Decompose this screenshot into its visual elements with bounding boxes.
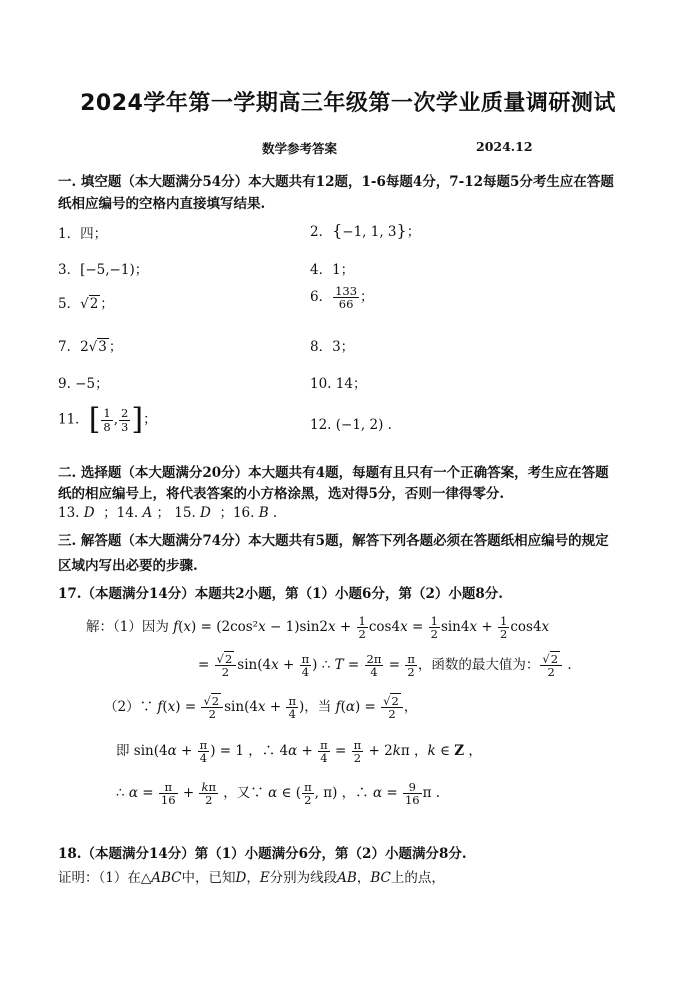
answer-8: 8．3； (310, 339, 355, 355)
answer-10: 10. 14； (310, 376, 367, 392)
answer-2: 2．{−1, 1, 3}； (310, 221, 421, 240)
answer-9: 9. −5； (58, 376, 109, 392)
q17-line3: （2）∵ f(x) = $\frac{√2}{2}$ sin(4x + $\frac{\pi}{4}$ )，当 f(α) = $\frac{√2}{2}$ ， (104, 694, 418, 722)
page-title: 2024学年第一学期高三年级第一次学业质量调研测试 (80, 91, 616, 116)
answer-12: 12. (−1, 2) . (310, 417, 392, 433)
section2-heading-line2: 纸的相应编号上，将代表答案的小方格涂黑，选对得5分，否则一律得零分. (58, 486, 505, 502)
answer-1: 1．四； (58, 226, 108, 242)
answer-4: 4．1； (310, 262, 355, 278)
q17-line2: = $\frac{√2}{2}$ sin(4x + $\frac{\pi}{4}$ ) ∴ T = $\frac{2\pi}{4}$ = $\frac{\pi}{2}$ ，函数的最大值为： $\frac{√2}{2}$ . (198, 652, 572, 680)
q17-heading: 17.（本题满分14分）本题共2小题，第（1）小题6分，第（2）小题8分. (58, 586, 503, 602)
section2-heading-line1: 二. 选择题（本大题满分20分）本大题共有4题，每题有且只有一个正确答案，考生应在答题 (58, 465, 609, 481)
section2-answers: 13. D ；14. A ； 15. D ；16. B . (58, 505, 278, 521)
section3-heading-line1: 三. 解答题（本大题满分74分）本大题共有5题，解答下列各题必须在答题纸相应编号的规定 (58, 533, 609, 549)
q17-line5: ∴ α = $\frac{\pi}{16}$ + $\frac{k\pi}{2}$ ，又∵ α ∈ ( $\frac{\pi}{2}$ , π) ，∴ α = $\frac{9}{16}$ π . (116, 780, 441, 808)
q18-heading: 18.（本题满分14分）第（1）小题满分6分，第（2）小题满分8分. (58, 846, 467, 862)
q17-line1: 解：（1）因为 f(x) = (2cos²x − 1)sin2x + $\frac{1}{2}$ cos4x = $\frac{1}{2}$ sin4x + $\frac{1}{2}$ cos4x (86, 614, 550, 642)
subtitle-date: 2024.12 (476, 139, 533, 154)
answer-11: 11．[ $\frac{1}{8}$ , $\frac{2}{3}$ ]； (58, 402, 157, 437)
subtitle-name: 数学参考答案 (262, 141, 338, 156)
answer-5: 5．√2 ； (58, 296, 114, 312)
q18-line1: 证明：（1）在△ABC中，已知D，E分别为线段AB，BC上的点， (58, 870, 445, 886)
answer-3: 3．[−5,−1)； (58, 262, 149, 278)
q17-line4: 即 sin(4α + $\frac{\pi}{4}$ ) = 1 ，∴ 4α + $\frac{\pi}{4}$ = $\frac{\pi}{2}$ + 2kπ ，k ∈ Z ， (116, 738, 482, 766)
section3-heading-line2: 区域内写出必要的步骤. (58, 558, 198, 574)
section1-heading-line1: 一. 填空题（本大题满分54分）本大题共有12题，1-6每题4分，7-12每题5分考生应在答题 (58, 174, 614, 190)
section1-heading-line2: 纸相应编号的空格内直接填写结果. (58, 196, 266, 212)
answer-6: 6． $\frac{133}{66}$ ； (310, 284, 374, 312)
answer-7: 7．2√3 ； (58, 339, 123, 355)
